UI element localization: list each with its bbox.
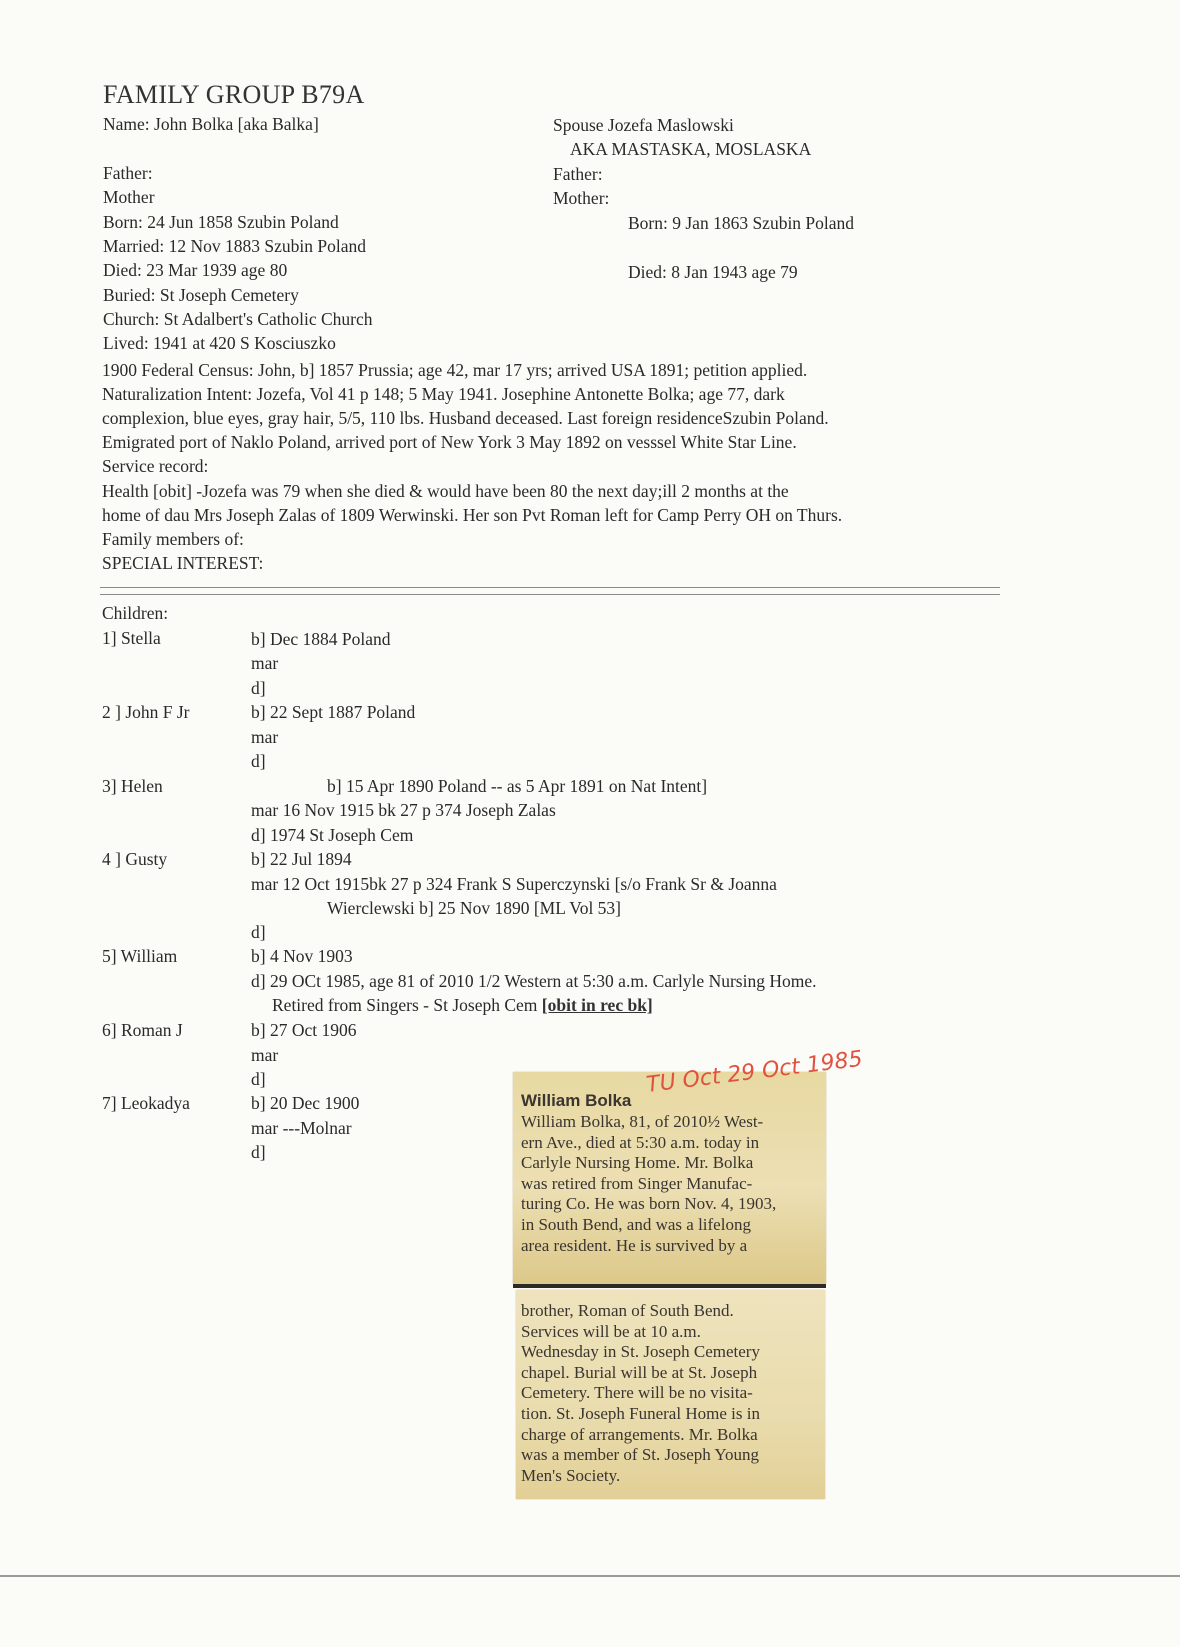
child-born: b] Dec 1884 Poland bbox=[251, 629, 391, 649]
clipping-line: brother, Roman of South Bend. bbox=[521, 1301, 734, 1320]
child-label: 2 ] John F Jr bbox=[102, 702, 190, 722]
child-married: mar ---Molnar bbox=[251, 1118, 352, 1138]
note-health-cont: home of dau Mrs Joseph Zalas of 1809 Werwinski. Her son Pvt Roman left for Camp Perry OH on Thurs. bbox=[102, 505, 843, 525]
note-census: 1900 Federal Census: John, b] 1857 Prussia; age 42, mar 17 yrs; arrived USA 1891; petition applied. bbox=[102, 360, 808, 380]
child-label: 7] Leokadya bbox=[102, 1093, 190, 1113]
child-born: b] 15 Apr 1890 Poland -- as 5 Apr 1891 on Nat Intent] bbox=[327, 776, 708, 796]
clipping-line: tion. St. Joseph Funeral Home is in bbox=[521, 1403, 760, 1423]
note-emigrated: Emigrated port of Naklo Poland, arrived port of New York 3 May 1892 on vesssel White Star Line. bbox=[102, 432, 797, 452]
clipping-rule bbox=[513, 1284, 826, 1288]
clipping-line: turing Co. He was born Nov. 4, 1903, bbox=[521, 1194, 777, 1214]
child-died: d] bbox=[251, 1069, 266, 1089]
child-died: d] bbox=[251, 678, 266, 698]
page-bottom-rule bbox=[0, 1575, 1180, 1577]
clipping-line: was a member of St. Joseph Young bbox=[521, 1445, 759, 1465]
clipping-line: in South Bend, and was a lifelong bbox=[521, 1214, 751, 1234]
clipping-line: William Bolka, 81, of 2010½ West- bbox=[521, 1112, 764, 1131]
page-title: FAMILY GROUP B79A bbox=[103, 80, 365, 109]
clipping-line: Cemetery. There will be no visita- bbox=[521, 1383, 753, 1403]
clipping-line: Wednesday in St. Joseph Cemetery bbox=[521, 1342, 760, 1362]
clipping-body-bottom bbox=[521, 1301, 760, 1486]
husband-mother: Mother bbox=[103, 187, 155, 207]
child-label: 6] Roman J bbox=[102, 1020, 183, 1040]
note-special-interest: SPECIAL INTEREST: bbox=[102, 553, 264, 573]
child-married: mar bbox=[251, 727, 279, 747]
child-married: mar bbox=[251, 1045, 279, 1065]
note-health: Health [obit] -Jozefa was 79 when she died & would have been 80 the next day;ill 2 months at the bbox=[102, 481, 789, 501]
clipping-line: area resident. He is survived by a bbox=[521, 1235, 748, 1255]
child-born: b] 4 Nov 1903 bbox=[251, 946, 353, 966]
child-label: 3] Helen bbox=[102, 776, 163, 796]
husband-church: Church: St Adalbert's Catholic Church bbox=[103, 309, 373, 329]
clipping-body-top bbox=[521, 1112, 776, 1256]
clipping-line: Men's Society. bbox=[521, 1465, 621, 1485]
note-family-members: Family members of: bbox=[102, 529, 244, 549]
note-naturalization-cont: complexion, blue eyes, gray hair, 5/5, 110 lbs. Husband deceased. Last foreign residenceSzubin Poland. bbox=[102, 408, 829, 428]
child-married: mar 16 Nov 1915 bk 27 p 374 Joseph Zalas bbox=[251, 800, 556, 820]
child-label: 1] Stella bbox=[102, 628, 161, 648]
child-born: b] 22 Sept 1887 Poland bbox=[251, 702, 416, 722]
clipping-headline: William Bolka bbox=[521, 1091, 632, 1110]
child-born: b] 22 Jul 1894 bbox=[251, 849, 352, 869]
children-header: Children: bbox=[102, 603, 169, 623]
clipping-line: charge of arrangements. Mr. Bolka bbox=[521, 1424, 758, 1444]
spouse-father: Father: bbox=[553, 164, 603, 184]
spouse-born: Born: 9 Jan 1863 Szubin Poland bbox=[628, 213, 855, 233]
husband-name: Name: John Bolka [aka Balka] bbox=[103, 114, 319, 134]
retired-text: Retired from Singers - St Joseph Cem bbox=[272, 995, 542, 1015]
child-married-cont: Wierclewski b] 25 Nov 1890 [ML Vol 53] bbox=[327, 898, 622, 918]
husband-lived: Lived: 1941 at 420 S Kosciuszko bbox=[103, 333, 336, 353]
child-born: b] 20 Dec 1900 bbox=[251, 1093, 360, 1113]
husband-married: Married: 12 Nov 1883 Szubin Poland bbox=[103, 236, 366, 256]
obit-reference: [obit in rec bk] bbox=[541, 995, 653, 1015]
handwritten-date-annotation: TU Oct 29 Oct 1985 bbox=[644, 1046, 864, 1098]
spouse-name: Spouse Jozefa Maslowski bbox=[553, 115, 734, 135]
note-naturalization: Naturalization Intent: Jozefa, Vol 41 p 148; 5 May 1941. Josephine Antonette Bolka; age 77, dark bbox=[102, 384, 785, 404]
section-divider bbox=[100, 587, 1000, 595]
clipping-line: was retired from Singer Manufac- bbox=[521, 1173, 753, 1193]
husband-died: Died: 23 Mar 1939 age 80 bbox=[103, 260, 288, 280]
child-married: mar 12 Oct 1915bk 27 p 324 Frank S Superczynski [s/o Frank Sr & Joanna bbox=[251, 874, 777, 894]
spouse-mother: Mother: bbox=[553, 188, 610, 208]
husband-buried: Buried: St Joseph Cemetery bbox=[103, 285, 299, 305]
spouse-aka: AKA MASTASKA, MOSLASKA bbox=[570, 139, 812, 159]
child-label: 4 ] Gusty bbox=[102, 849, 168, 869]
spouse-died: Died: 8 Jan 1943 age 79 bbox=[628, 262, 798, 282]
clipping-line: Services will be at 10 a.m. bbox=[521, 1321, 701, 1341]
obituary-clipping-bottom bbox=[516, 1290, 825, 1499]
note-service-record: Service record: bbox=[102, 456, 209, 476]
child-died: d] 1974 St Joseph Cem bbox=[251, 825, 414, 845]
child-born: b] 27 Oct 1906 bbox=[251, 1020, 357, 1040]
obituary-clipping-top bbox=[513, 1072, 826, 1284]
child-died: d] 29 OCt 1985, age 81 of 2010 1/2 Western at 5:30 a.m. Carlyle Nursing Home. bbox=[251, 971, 817, 991]
clipping-line: chapel. Burial will be at St. Joseph bbox=[521, 1362, 758, 1382]
child-died: d] bbox=[251, 751, 266, 771]
child-label: 5] William bbox=[102, 946, 178, 966]
child-died: d] bbox=[251, 922, 266, 942]
husband-born: Born: 24 Jun 1858 Szubin Poland bbox=[103, 212, 339, 232]
husband-father: Father: bbox=[103, 163, 153, 183]
child-died: d] bbox=[251, 1142, 266, 1162]
child-married: mar bbox=[251, 653, 279, 673]
clipping-line: Carlyle Nursing Home. Mr. Bolka bbox=[521, 1153, 754, 1173]
clipping-line: ern Ave., died at 5:30 a.m. today in bbox=[521, 1132, 760, 1152]
child-retired-note bbox=[272, 995, 653, 1015]
